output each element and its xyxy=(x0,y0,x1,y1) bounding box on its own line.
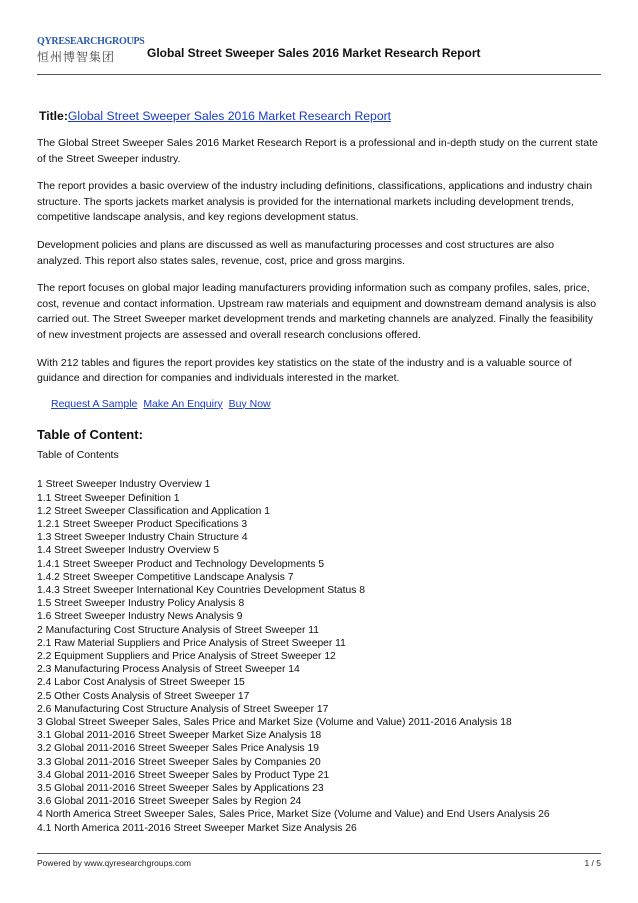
toc-item: 2.1 Raw Material Suppliers and Price Analysis of Street Sweeper 11 xyxy=(37,637,346,649)
toc-item: 3.2 Global 2011-2016 Street Sweeper Sales Price Analysis 19 xyxy=(37,743,319,755)
manufacturers-paragraph: The report focuses on global major leading manufacturers providing information such as company profiles, sales, price, cost, revenue and contact information. Upstream raw materials and equipment and downstream demand analysis is also carried out. The Street Sweeper market development trends and marketing channels are analyzed. Finally the feasibility of new investment projects are assessed and overall research conclusions offered. xyxy=(37,282,597,341)
make-enquiry-link[interactable]: Make An Enquiry xyxy=(143,397,223,410)
toc-item: 1.1 Street Sweeper Definition 1 xyxy=(37,492,180,504)
toc-item: 1.2 Street Sweeper Classification and Application 1 xyxy=(37,505,270,517)
toc-item: 2.6 Manufacturing Cost Structure Analysis of Street Sweeper 17 xyxy=(37,703,329,715)
toc-item: 1.2.1 Street Sweeper Product Specifications 3 xyxy=(37,518,248,530)
toc-item: 1.3 Street Sweeper Industry Chain Structure 4 xyxy=(37,532,248,544)
toc-item: 3.5 Global 2011-2016 Street Sweeper Sales by Applications 23 xyxy=(37,782,324,794)
report-content xyxy=(37,96,601,835)
toc-item: 1.4.2 Street Sweeper Competitive Landscape Analysis 7 xyxy=(37,571,294,583)
report-title-link[interactable]: Global Street Sweeper Sales 2016 Market Research Report xyxy=(67,109,392,123)
page-footer xyxy=(37,853,601,868)
toc-item: 1 Street Sweeper Industry Overview 1 xyxy=(37,479,211,491)
toc-item: 2.2 Equipment Suppliers and Price Analysis of Street Sweeper 12 xyxy=(37,650,336,662)
toc-item: 1.4 Street Sweeper Industry Overview 5 xyxy=(37,545,219,557)
toc-item: 3.4 Global 2011-2016 Street Sweeper Sales by Product Type 21 xyxy=(37,769,330,781)
toc-item: 2.4 Labor Cost Analysis of Street Sweeper 15 xyxy=(37,677,245,689)
title-label: Title: xyxy=(39,109,68,123)
report-title-line xyxy=(39,108,601,124)
intro-paragraph: The Global Street Sweeper Sales 2016 Market Research Report is a professional and in-depth study on the current state of the Street Sweeper industry. xyxy=(37,137,598,165)
footer-powered-by: Powered by www.qyresearchgroups.com xyxy=(37,858,192,868)
toc-list xyxy=(37,478,601,834)
page-number: 1 / 5 xyxy=(584,858,601,868)
toc-item: 3 Global Street Sweeper Sales, Sales Price and Market Size (Volume and Value) 2011-2016 Analysis 18 xyxy=(37,716,512,728)
toc-item: 3.3 Global 2011-2016 Street Sweeper Sales by Companies 20 xyxy=(37,756,321,768)
toc-item: 2.3 Manufacturing Process Analysis of Street Sweeper 14 xyxy=(37,664,300,676)
policy-paragraph: Development policies and plans are discussed as well as manufacturing processes and cost structures are also analyzed. This report also states sales, revenue, cost, price and gross margins. xyxy=(37,238,555,267)
toc-item: 4.1 North America 2011-2016 Street Sweeper Market Size Analysis 26 xyxy=(37,822,357,834)
action-links xyxy=(51,397,601,412)
overview-paragraph: The report provides a basic overview of the industry including definitions, classifications, applications and industry chain structure. The sports jackets market analysis is provided for the international markets including development trends, competitive landscape analysis, and key regions development status. xyxy=(37,180,593,224)
request-sample-link[interactable]: Request A Sample xyxy=(51,397,138,410)
logo-wordmark: QYRESEARCHGROUPS xyxy=(37,36,145,47)
toc-item: 4 North America Street Sweeper Sales, Sales Price, Market Size (Volume and Value) and End Users Analysis 26 xyxy=(37,809,550,821)
toc-item: 3.6 Global 2011-2016 Street Sweeper Sales by Region 24 xyxy=(37,796,302,808)
toc-item: 2 Manufacturing Cost Structure Analysis of Street Sweeper 11 xyxy=(37,624,319,636)
toc-heading: Table of Content: xyxy=(37,426,143,442)
toc-item: 3.1 Global 2011-2016 Street Sweeper Market Size Analysis 18 xyxy=(37,730,322,742)
page-header xyxy=(37,36,601,75)
toc-item: 1.4.3 Street Sweeper International Key Countries Development Status 8 xyxy=(37,584,365,596)
toc-item: 1.5 Street Sweeper Industry Policy Analysis 8 xyxy=(37,598,245,610)
toc-subheading: Table of Contents xyxy=(37,448,119,461)
logo-chinese-text: 恒州博智集团 xyxy=(37,50,116,64)
toc-item: 1.4.1 Street Sweeper Product and Technology Developments 5 xyxy=(37,558,325,570)
statistics-paragraph: With 212 tables and figures the report provides key statistics on the state of the industry and is a valuable source of guidance and direction for companies and individuals interested in the market. xyxy=(37,356,572,385)
toc-item: 1.6 Street Sweeper Industry News Analysis 9 xyxy=(37,611,243,623)
toc-item: 2.5 Other Costs Analysis of Street Sweeper 17 xyxy=(37,690,250,702)
company-logo xyxy=(37,36,145,72)
buy-now-link[interactable]: Buy Now xyxy=(228,397,271,410)
header-title: Global Street Sweeper Sales 2016 Market Research Report xyxy=(147,46,481,60)
